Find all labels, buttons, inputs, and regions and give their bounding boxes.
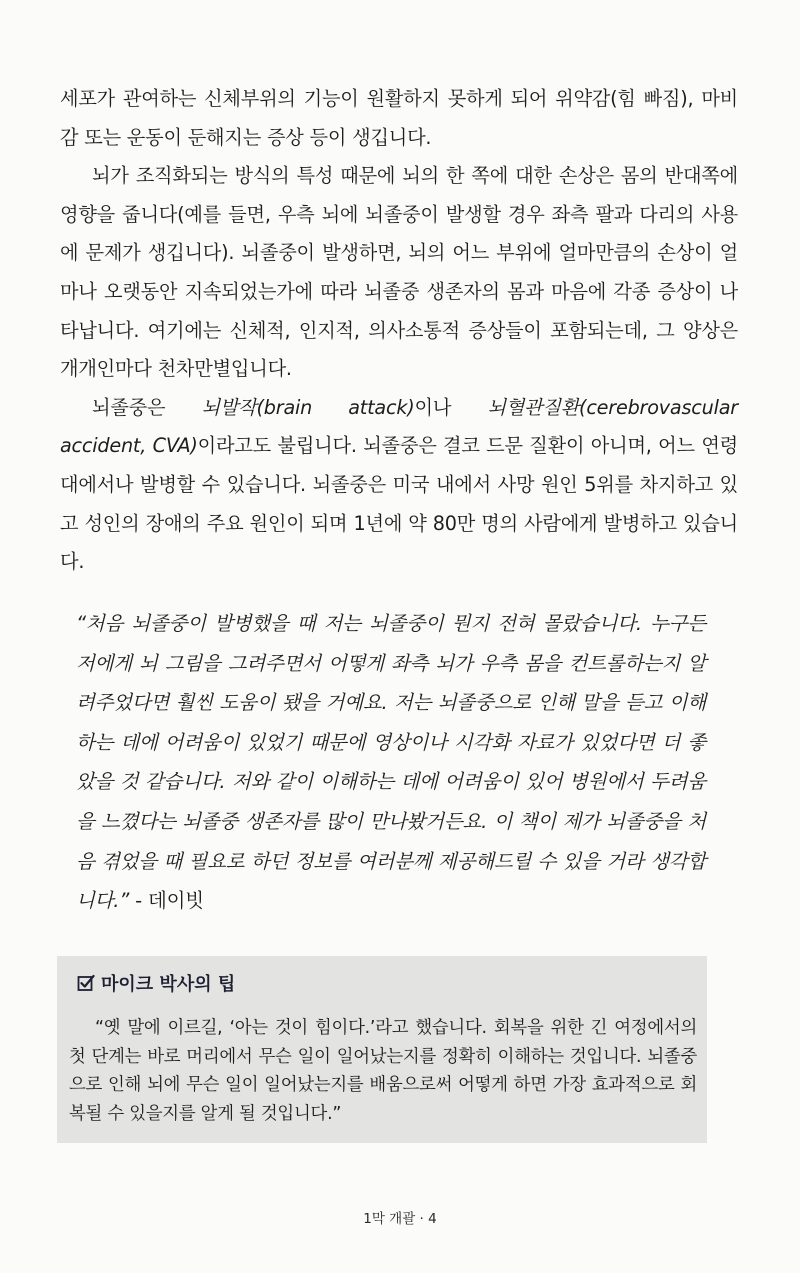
tip-box <box>57 956 707 1143</box>
checkbox-check-icon <box>77 974 95 992</box>
paragraph-3-connector: 이나 <box>414 395 488 419</box>
tip-text: “옛 말에 이르길, ‘아는 것이 힘이다.’라고 했습니다. 회복을 위한 긴 여정에서의 첫 단계는 바로 머리에서 무슨 일이 일어났는지를 정확히 이해하는 것입니다. 뇌졸중으로 인해 뇌에 무슨 일이 일어났는지를 배움으로써 어떻게 하면 가장 효과적으로 회복될 수 있을지를 알게 될 것입니다.” <box>69 1018 697 1124</box>
paragraph-3-lead: 뇌졸중은 <box>92 395 202 419</box>
paragraph-2: 뇌가 조직화되는 방식의 특성 때문에 뇌의 한 쪽에 대한 손상은 몸의 반대쪽에 영향을 줍니다(예를 들면, 우측 뇌에 뇌졸중이 발생할 경우 좌측 팔과 다리의 사용에 문제가 생깁니다). 뇌졸중이 발생하면, 뇌의 어느 부위에 얼마만큼의 손상이 얼마나 오랫동안 지속되었는가에 따라 뇌졸중 생존자의 몸과 마음에 각종 증상이 나타납니다. 여기에는 신체적, 인지적, 의사소통적 증상들이 포함되는데, 그 양상은 개개인마다 천차만별입니다. <box>60 164 738 381</box>
paragraph-3-rest: 이라고도 불립니다. 뇌졸중은 결코 드문 질환이 아니며, 어느 연령대에서나 발병할 수 있습니다. 뇌졸중은 미국 내에서 사망 원인 5위를 차지하고 있고 성인의 장애의 주요 원인이 되며 1년에 약 80만 명의 사람에게 발병하고 있습니다. <box>60 434 738 574</box>
quote-text: “처음 뇌졸중이 발병했을 때 저는 뇌졸중이 뭔지 전혀 몰랐습니다. 누구든 저에게 뇌 그림을 그려주면서 어떻게 좌측 뇌가 우측 몸을 컨트롤하는지 알려주었다면 훨씬 도움이 됐을 거예요. 저는 뇌졸중으로 인해 말을 듣고 이해하는 데에 어려움이 있었기 때문에 영상이나 시각화 자료가 있었다면 더 좋았을 것 같습니다. 저와 같이 이해하는 데에 어려움이 있어 병원에서 두려움을 느꼈다는 뇌졸중 생존자를 많이 만나봤거든요. 이 책이 제가 뇌졸중을 처음 겪었을 때 필요로 하던 정보를 여러분께 제공해드릴 수 있을 거라 생각합니다.” <box>76 612 706 913</box>
body-text <box>60 80 738 582</box>
term-brain-attack: 뇌발작(brain attack) <box>201 395 415 419</box>
paragraph-3 <box>60 389 738 582</box>
quote-author: - 데이빗 <box>129 889 204 913</box>
tip-header <box>77 970 235 996</box>
page-footer: 1막 개괄 · 4 <box>363 1211 437 1227</box>
tip-title: 마이크 박사의 팁 <box>101 974 236 995</box>
paragraph-1: 세포가 관여하는 신체부위의 기능이 원활하지 못하게 되어 위약감(힘 빠짐), 마비감 또는 운동이 둔해지는 증상 등이 생깁니다. <box>60 87 738 149</box>
patient-quote <box>76 604 706 921</box>
term-cva: 뇌혈관질환(cerebrovascular accident, CVA) <box>60 395 738 458</box>
